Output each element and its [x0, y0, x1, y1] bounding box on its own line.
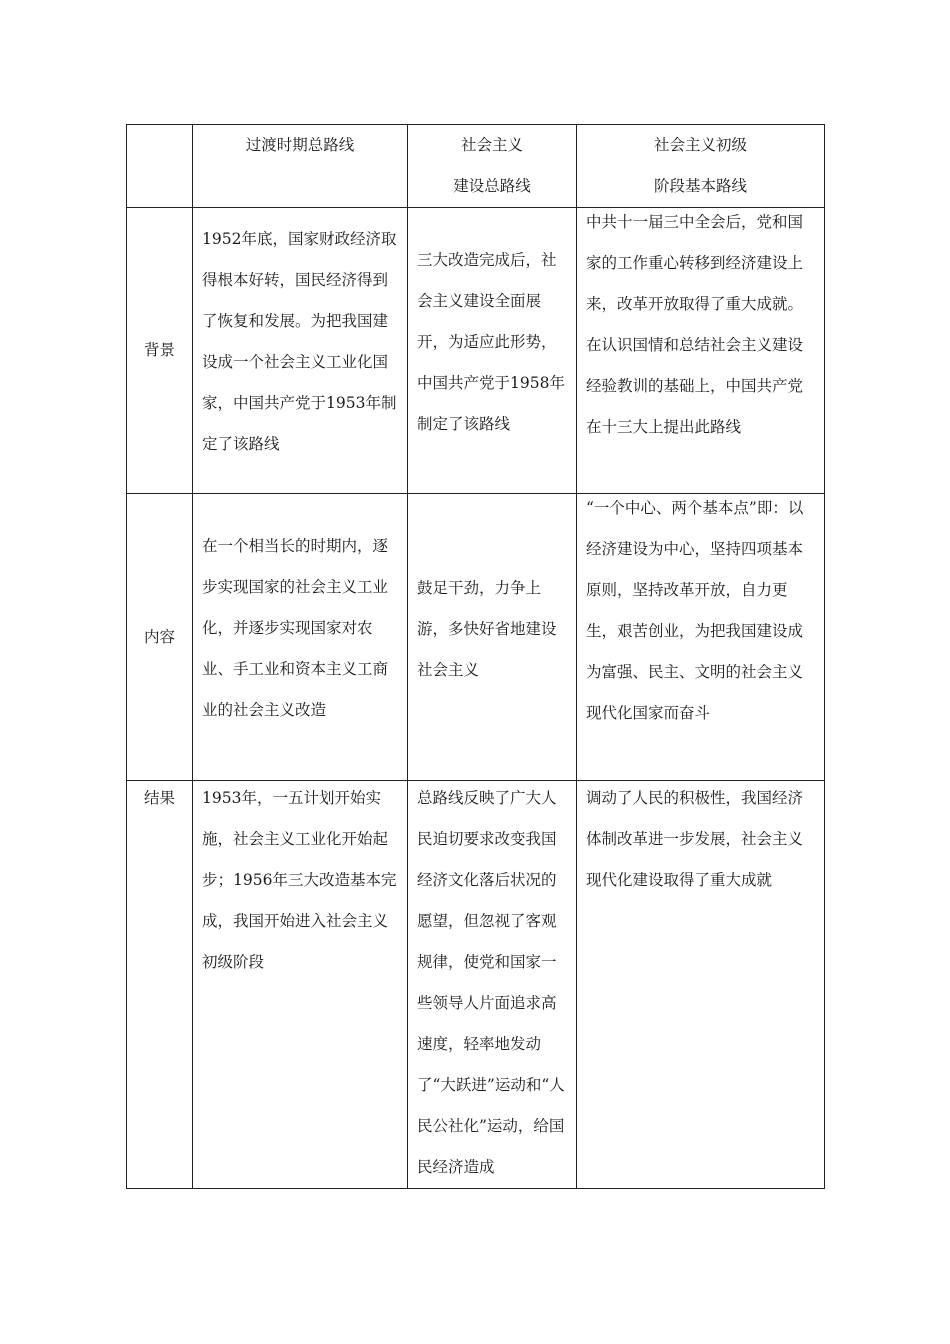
cell-content-construction: 鼓足干劲，力争上游，多快好省地建设社会主义 [408, 494, 577, 781]
header-corner-cell [127, 125, 193, 208]
cell-background-transition: 1952年底，国家财政经济取得根本好转，国民经济得到了恢复和发展。为把我国建设成一个社会主义工业化国家，中国共产党于1953年制定了该路线 [193, 208, 408, 494]
cell-background-construction: 三大改造完成后，社会主义建设全面展开，为适应此形势，中国共产党于1958年制定了该路线 [408, 208, 577, 494]
table-row-background [127, 208, 825, 494]
table-row-content [127, 494, 825, 781]
row-label-background: 背景 [127, 208, 193, 494]
cell-content-transition: 在一个相当长的时期内，逐步实现国家的社会主义工业化，并逐步实现国家对农业、手工业和资本主义工商业的社会主义改造 [193, 494, 408, 781]
header-construction-line: 社会主义 建设总路线 [408, 125, 577, 208]
cell-result-transition: 1953年，一五计划开始实施，社会主义工业化开始起步；1956年三大改造基本完成，我国开始进入社会主义初级阶段 [193, 781, 408, 1189]
row-label-result: 结果 [127, 781, 193, 1189]
header-basic-line: 社会主义初级 阶段基本路线 [577, 125, 825, 208]
cell-background-basic: 中共十一届三中全会后，党和国家的工作重心转移到经济建设上来，改革开放取得了重大成就。在认识国情和总结社会主义建设经验教训的基础上，中国共产党在十三大上提出此路线 [577, 208, 825, 494]
cell-result-construction: 总路线反映了广大人民迫切要求改变我国经济文化落后状况的愿望，但忽视了客观规律，使党和国家一些领导人片面追求高速度，轻率地发动了“大跃进”运动和“人民公社化”运动，给国民经济造成 [408, 781, 577, 1189]
row-label-content: 内容 [127, 494, 193, 781]
comparison-table [126, 124, 825, 1189]
table-header-row [127, 125, 825, 208]
cell-content-basic: “一个中心、两个基本点”即：以经济建设为中心，坚持四项基本原则，坚持改革开放，自力更生，艰苦创业，为把我国建设成为富强、民主、文明的社会主义现代化国家而奋斗 [577, 494, 825, 781]
table-row-result [127, 781, 825, 1189]
header-transition-line: 过渡时期总路线 [193, 125, 408, 208]
cell-result-basic: 调动了人民的积极性，我国经济体制改革进一步发展，社会主义现代化建设取得了重大成就 [577, 781, 825, 1189]
